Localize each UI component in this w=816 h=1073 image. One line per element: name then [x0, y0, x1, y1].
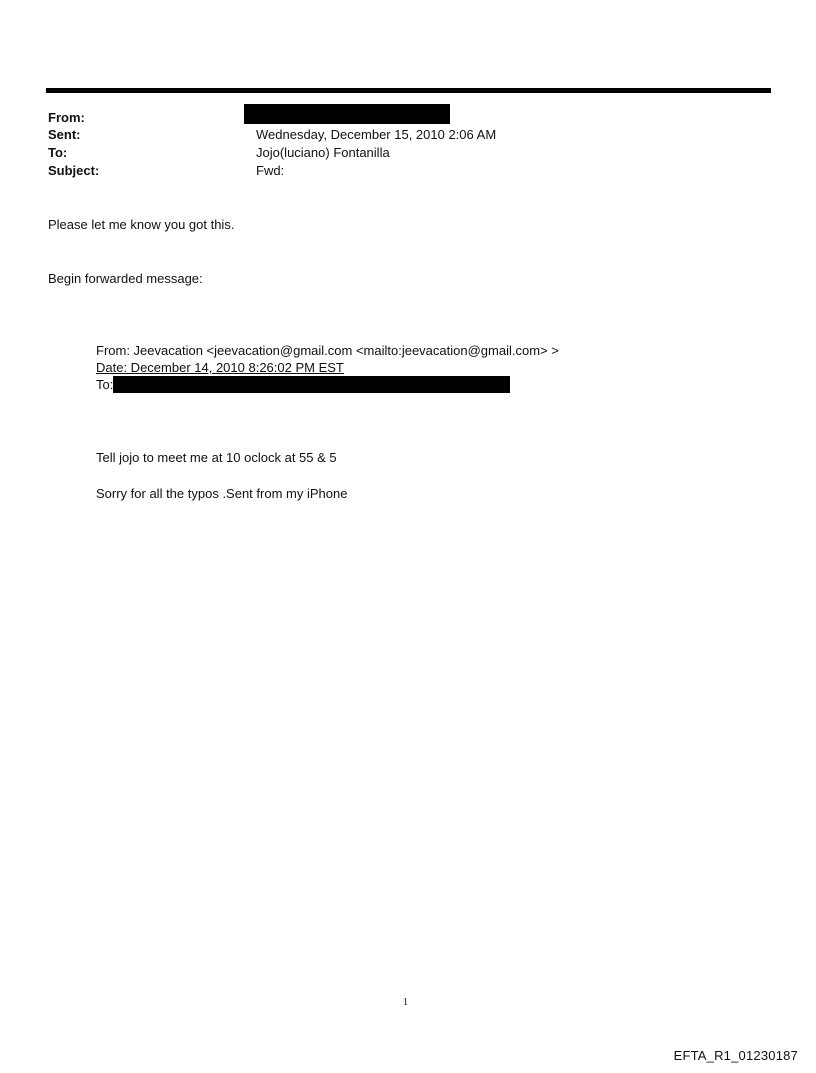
header-rule	[46, 88, 771, 93]
from-redaction	[244, 104, 450, 124]
page-number: 1	[403, 997, 408, 1008]
sent-value: Wednesday, December 15, 2010 2:06 AM	[256, 127, 497, 142]
forwarded-date: Date: December 14, 2010 8:26:02 PM EST	[96, 360, 344, 375]
from-label: From:	[48, 110, 85, 125]
to-label: To:	[48, 145, 68, 160]
to-redaction	[113, 376, 510, 393]
to-value: Jojo(luciano) Fontanilla	[256, 145, 390, 160]
body-line-2: Begin forwarded message:	[48, 271, 203, 286]
forwarded-message-1: Tell jojo to meet me at 10 oclock at 55 & 5	[96, 450, 337, 465]
forwarded-from: From: Jeevacation <jeevacation@gmail.com <mailto:jeevacation@gmail.com> >	[96, 343, 559, 358]
forwarded-to-label: To:	[96, 377, 114, 392]
document-id: EFTA_R1_01230187	[673, 1048, 798, 1063]
forwarded-message-2: Sorry for all the typos .Sent from my iPhone	[96, 486, 348, 501]
subject-value: Fwd:	[256, 163, 285, 178]
body-line-1: Please let me know you got this.	[48, 217, 235, 232]
sent-label: Sent:	[48, 127, 81, 142]
subject-label: Subject:	[48, 163, 100, 178]
